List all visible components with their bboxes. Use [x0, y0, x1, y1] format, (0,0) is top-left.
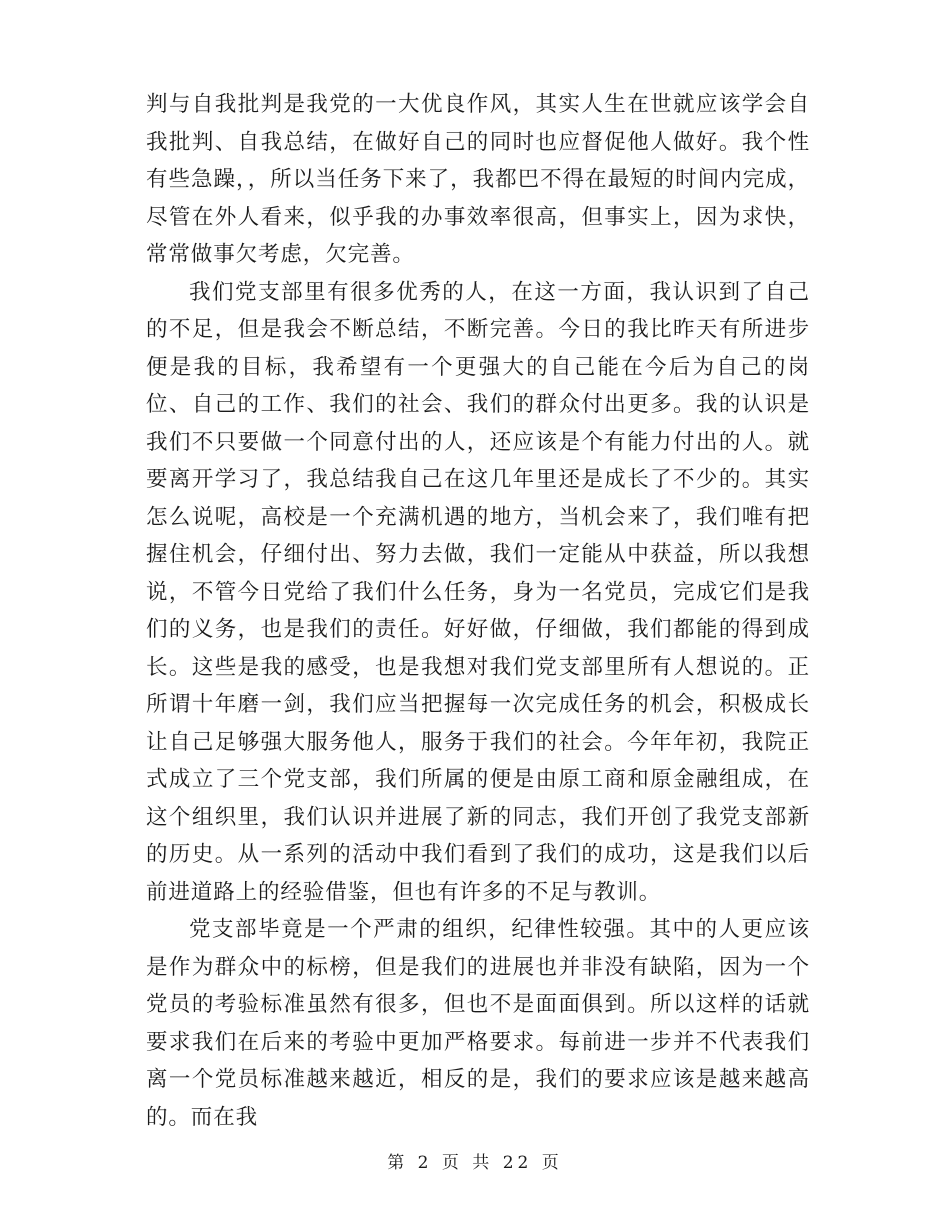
paragraph-1: 判与自我批判是我党的一大优良作风，其实人生在世就应该学会自我批判、自我总结，在做好自己的同时也应督促他人做好。我个性有些急躁，，所以当任务下来了，我都巴不得在最短的时间内完成，尽管在外人看来，似乎我的办事效率很高，但事实上，因为求快，常常做事欠考虑，欠完善。: [146, 92, 810, 267]
document-body: [146, 86, 810, 1136]
paragraph-2: 我们党支部里有很多优秀的人，在这一方面，我认识到了自己的不足，但是我会不断总结，不断完善。今日的我比昨天有所进步便是我的目标，我希望有一个更强大的自己能在今后为自己的岗位、自己的工作、我们的社会、我们的群众付出更多。我的认识是我们不只要做一个同意付出的人，还应该是个有能力付出的人。就要离开学习了，我总结我自己在这几年里还是成长了不少的。其实怎么说呢，高校是一个充满机遇的地方，当机会来了，我们唯有把握住机会，仔细付出、努力去做，我们一定能从中获益，所以我想说，不管今日党给了我们什么任务，身为一名党员，完成它们是我们的义务，也是我们的责任。好好做，仔细做，我们都能的得到成长。这些是我的感受，也是我想对我们党支部里所有人想说的。正所谓十年磨一剑，我们应当把握每一次完成任务的机会，积极成长让自己足够强大服务他人，服务于我们的社会。今年年初，我院正式成立了三个党支部，我们所属的便是由原工商和原金融组成，在这个组织里，我们认识并进展了新的同志，我们开创了我党支部新的历史。从一系列的活动中我们看到了我们的成功，这是我们以后前进道路上的经验借鉴，但也有许多的不足与教训。: [146, 279, 810, 905]
paragraph-3: 党支部毕竟是一个严肃的组织，纪律性较强。其中的人更应该是作为群众中的标榜，但是我们的进展也并非没有缺陷，因为一个党员的考验标准虽然有很多，但也不是面面俱到。所以这样的话就要求我们在后来的考验中更加严格要求。每前进一步并不代表我们离一个党员标准越来越近，相反的是，我们的要求应该是越来越高的。而在我: [146, 917, 810, 1130]
page-footer: 第 2 页 共 22 页: [387, 1153, 563, 1173]
